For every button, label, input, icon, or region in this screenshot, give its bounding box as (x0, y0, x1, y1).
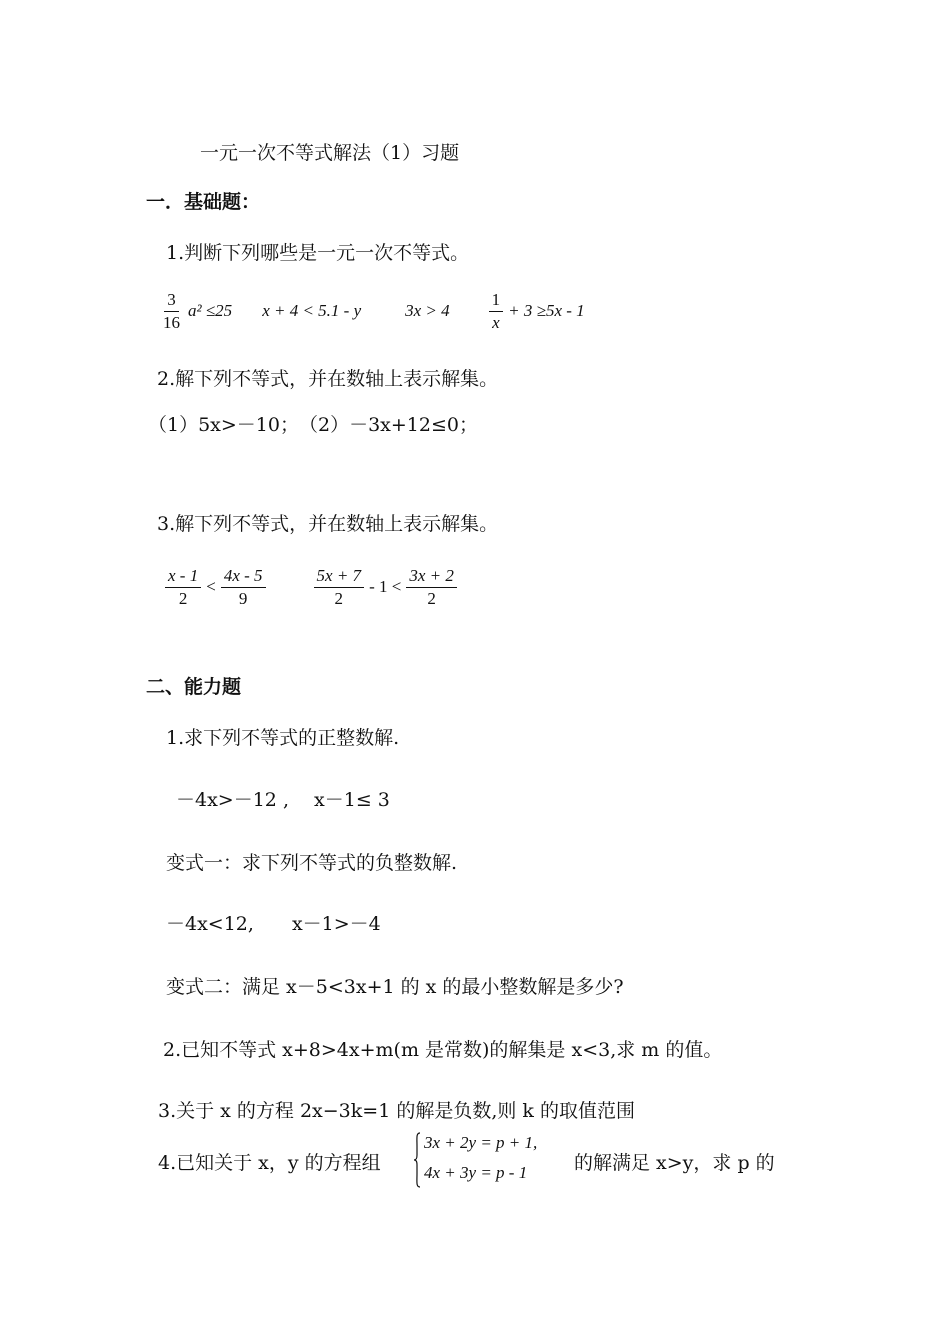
question-1-1: 1.判断下列哪些是一元一次不等式。 (166, 242, 470, 264)
system-equation-1: 3x + 2y = p + 1, (424, 1133, 538, 1152)
inequality-3: 3x > 4 (405, 300, 450, 320)
inequality-4-rest: + 3 ≥5x - 1 (508, 300, 585, 320)
question-2-1-exprs: －4x>－12 , x－1≤ 3 (176, 789, 390, 811)
question-2-3: 3.关于 x 的方程 2x−3k=1 的解是负数,则 k 的取值范围 (158, 1100, 635, 1122)
fraction-3-16: 3 16 (163, 290, 180, 332)
fraction-x-1-over-2: x - 1 2 (165, 566, 201, 608)
variant-1: 变式一：求下列不等式的负整数解. (166, 852, 458, 874)
question-2-1: 1.求下列不等式的正整数解. (166, 727, 400, 749)
question-2-4-suffix: 的解满足 x>y，求 p 的 (574, 1152, 775, 1174)
left-brace-icon (414, 1132, 420, 1188)
question-2-2: 2.已知不等式 x+8>4x+m(m 是常数)的解集是 x<3,求 m 的值。 (163, 1039, 723, 1061)
fraction-5x-7-over-2: 5x + 7 2 (314, 566, 365, 608)
section-heading-basic: 一．基础题： (146, 191, 261, 213)
inequality-list (158, 290, 588, 332)
fraction-inequalities: x - 1 2 < 4x - 5 9 5x + 7 2 - 1 < 3x + 2 2 (163, 566, 459, 608)
fraction-1-x: 1 x (489, 290, 504, 332)
fraction-3x-2-over-2: 3x + 2 2 (406, 566, 457, 608)
question-1-2-parts: （1）5x>－10； （2）－3x+12≤0； (148, 414, 478, 436)
section-heading-ability: 二、能力题 (146, 676, 242, 698)
inequality-2: x + 4 < 5.1 - y (262, 300, 362, 320)
fraction-4x-5-over-9: 4x - 5 9 (221, 566, 266, 608)
page-title: 一元一次不等式解法（1）习题 (200, 142, 460, 164)
question-1-2: 2.解下列不等式，并在数轴上表示解集。 (157, 368, 499, 390)
variant-2: 变式二：满足 x－5<3x+1 的 x 的最小整数解是多少? (166, 976, 624, 998)
question-2-4-prefix: 4.已知关于 x，y 的方程组 (158, 1152, 381, 1174)
inequality-1-rest: a² ≤25 (188, 300, 233, 320)
question-1-3: 3.解下列不等式，并在数轴上表示解集。 (157, 513, 499, 535)
system-equation-2: 4x + 3y = p - 1 (424, 1163, 528, 1182)
variant-1-exprs: －4x<12, x－1>－4 (166, 913, 381, 935)
